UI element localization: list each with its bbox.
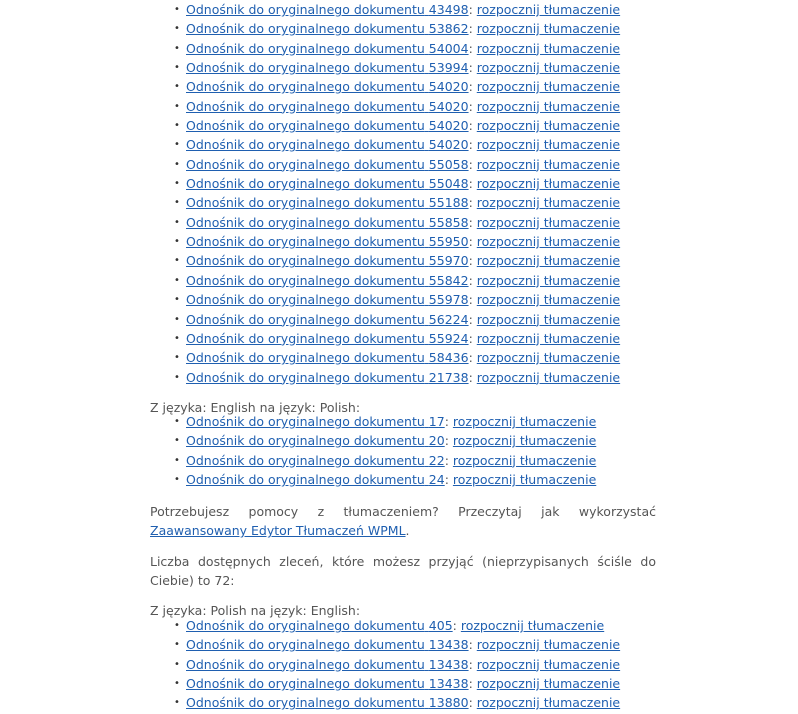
job-list-group-2 <box>150 412 596 489</box>
item-separator: : <box>468 676 473 692</box>
original-document-link[interactable] <box>186 637 469 652</box>
item-separator: : <box>468 330 473 346</box>
item-separator: : <box>468 637 473 653</box>
list-item <box>174 290 621 309</box>
document-link-prefix: Odnośnik do oryginalnego dokumentu <box>186 234 425 250</box>
bullet-icon: • <box>174 236 180 248</box>
original-document-link[interactable] <box>186 215 469 230</box>
document-link-prefix: Odnośnik do oryginalnego dokumentu <box>186 98 425 114</box>
bullet-icon: • <box>174 658 180 670</box>
start-translation-link[interactable]: rozpocznij tłumaczenie <box>476 292 621 308</box>
document-id: 55978 <box>428 292 469 308</box>
bullet-icon: • <box>174 352 180 364</box>
start-translation-link[interactable]: rozpocznij tłumaczenie <box>476 330 621 346</box>
document-link-prefix: Odnośnik do oryginalnego dokumentu <box>186 176 425 192</box>
document-link-prefix: Odnośnik do oryginalnego dokumentu <box>186 676 425 692</box>
item-separator: : <box>468 137 473 153</box>
start-translation-link[interactable]: rozpocznij tłumaczenie <box>476 176 621 192</box>
item-separator: : <box>468 21 473 37</box>
original-document-link[interactable] <box>186 472 445 487</box>
original-document-link[interactable] <box>186 137 469 152</box>
list-item <box>174 368 621 387</box>
item-separator: : <box>468 79 473 95</box>
document-link-prefix: Odnośnik do oryginalnego dokumentu <box>186 137 425 153</box>
original-document-link[interactable] <box>186 253 469 268</box>
document-id: 405 <box>428 618 453 633</box>
item-separator: : <box>468 118 473 134</box>
document-link-prefix: Odnośnik do oryginalnego dokumentu <box>186 79 425 95</box>
item-separator: : <box>468 195 473 211</box>
document-id: 54020 <box>428 118 469 134</box>
bullet-icon: • <box>174 620 180 631</box>
bullet-icon: • <box>174 4 180 15</box>
list-item <box>174 174 621 193</box>
item-separator: : <box>452 618 457 633</box>
original-document-link[interactable] <box>186 273 469 288</box>
list-item <box>174 412 597 431</box>
document-link-prefix: Odnośnik do oryginalnego dokumentu <box>186 472 425 488</box>
document-id: 55858 <box>428 214 469 230</box>
start-translation-link[interactable]: rozpocznij tłumaczenie <box>476 60 621 76</box>
original-document-link[interactable] <box>186 618 453 633</box>
help-text: Potrzebujesz pomocy z tłumaczeniem? Przeczytaj jak wykorzystać <box>150 504 656 519</box>
list-item <box>174 635 621 654</box>
list-item <box>174 97 621 116</box>
start-translation-link[interactable]: rozpocznij tłumaczenie <box>476 637 621 653</box>
document-link-prefix: Odnośnik do oryginalnego dokumentu <box>186 369 425 385</box>
bullet-icon: • <box>174 274 180 286</box>
bullet-icon: • <box>174 81 180 93</box>
bullet-icon: • <box>174 371 180 383</box>
advanced-editor-link[interactable]: Zaawansowany Edytor Tłumaczeń WPML <box>150 523 406 538</box>
document-id: 53994 <box>428 60 469 76</box>
document-id: 55842 <box>428 272 469 288</box>
original-document-link[interactable] <box>186 695 469 710</box>
item-separator: : <box>468 156 473 172</box>
bullet-icon: • <box>174 255 180 267</box>
document-id: 22 <box>428 452 445 468</box>
list-item <box>174 451 597 470</box>
list-item <box>174 329 621 348</box>
original-document-link[interactable] <box>186 312 469 327</box>
document-id: 43498 <box>428 2 469 17</box>
list-item <box>174 616 620 635</box>
document-id: 13438 <box>428 676 469 692</box>
available-jobs-count: Liczba dostępnych zleceń, które możesz przyjąć (nieprzypisanych ściśle do Ciebie) to 72: <box>150 554 656 588</box>
original-document-link[interactable] <box>186 176 469 191</box>
start-translation-link[interactable]: rozpocznij tłumaczenie <box>476 369 621 385</box>
document-id: 54020 <box>428 137 469 153</box>
help-suffix: . <box>405 523 410 538</box>
start-translation-link[interactable]: rozpocznij tłumaczenie <box>452 433 597 449</box>
document-link-prefix: Odnośnik do oryginalnego dokumentu <box>186 452 425 468</box>
document-link-prefix: Odnośnik do oryginalnego dokumentu <box>186 695 425 711</box>
original-document-link[interactable] <box>186 657 469 672</box>
item-separator: : <box>468 350 473 366</box>
bullet-icon: • <box>174 294 180 306</box>
original-document-link[interactable] <box>186 433 445 448</box>
start-translation-link[interactable]: rozpocznij tłumaczenie <box>476 195 621 211</box>
original-document-link[interactable] <box>186 234 469 249</box>
item-separator: : <box>468 253 473 269</box>
document-id: 55058 <box>428 156 469 172</box>
item-separator: : <box>444 452 449 468</box>
start-translation-link[interactable]: rozpocznij tłumaczenie <box>476 156 621 172</box>
list-item <box>174 155 621 174</box>
document-link-prefix: Odnośnik do oryginalnego dokumentu <box>186 656 425 672</box>
item-separator: : <box>444 414 449 429</box>
bullet-icon: • <box>174 139 180 151</box>
start-translation-link[interactable]: rozpocznij tłumaczenie <box>476 2 621 17</box>
document-id: 13880 <box>428 695 469 711</box>
list-item <box>174 213 621 232</box>
bullet-icon: • <box>174 416 180 427</box>
document-link-prefix: Odnośnik do oryginalnego dokumentu <box>186 618 425 633</box>
document-link-prefix: Odnośnik do oryginalnego dokumentu <box>186 311 425 327</box>
item-separator: : <box>468 695 473 711</box>
start-translation-link[interactable]: rozpocznij tłumaczenie <box>476 695 621 711</box>
document-id: 13438 <box>428 637 469 653</box>
bullet-icon: • <box>174 332 180 344</box>
item-separator: : <box>444 472 449 488</box>
original-document-link[interactable] <box>186 453 445 468</box>
bullet-icon: • <box>174 120 180 132</box>
original-document-link[interactable] <box>186 676 469 691</box>
document-id: 17 <box>428 414 445 429</box>
original-document-link[interactable] <box>186 2 469 17</box>
item-separator: : <box>468 40 473 56</box>
document-link-prefix: Odnośnik do oryginalnego dokumentu <box>186 414 425 429</box>
original-document-link[interactable] <box>186 157 469 172</box>
bullet-icon: • <box>174 639 180 651</box>
original-document-link[interactable] <box>186 195 469 210</box>
bullet-icon: • <box>174 158 180 170</box>
start-translation-link[interactable]: rozpocznij tłumaczenie <box>476 137 621 153</box>
document-id: 55188 <box>428 195 469 211</box>
document-link-prefix: Odnośnik do oryginalnego dokumentu <box>186 40 425 56</box>
item-separator: : <box>468 214 473 230</box>
list-item <box>174 19 621 38</box>
list-item <box>174 58 621 77</box>
original-document-link[interactable] <box>186 118 469 133</box>
original-document-link[interactable] <box>186 21 469 36</box>
document-id: 24 <box>428 472 445 488</box>
item-separator: : <box>468 369 473 385</box>
start-translation-link[interactable]: rozpocznij tłumaczenie <box>476 350 621 366</box>
job-list-group-3 <box>150 616 620 713</box>
list-item <box>174 116 621 135</box>
item-separator: : <box>468 60 473 76</box>
help-paragraph <box>150 502 656 540</box>
document-link-prefix: Odnośnik do oryginalnego dokumentu <box>186 433 425 449</box>
bullet-icon: • <box>174 100 180 112</box>
document-link-prefix: Odnośnik do oryginalnego dokumentu <box>186 214 425 230</box>
start-translation-link[interactable]: rozpocznij tłumaczenie <box>476 253 621 269</box>
bullet-icon: • <box>174 435 180 447</box>
document-id: 54020 <box>428 98 469 114</box>
start-translation-link[interactable]: rozpocznij tłumaczenie <box>452 452 597 468</box>
document-link-prefix: Odnośnik do oryginalnego dokumentu <box>186 21 425 37</box>
original-document-link[interactable] <box>186 41 469 56</box>
item-separator: : <box>468 176 473 192</box>
start-translation-link[interactable]: rozpocznij tłumaczenie <box>476 311 621 327</box>
list-item <box>174 232 621 251</box>
document-id: 54020 <box>428 79 469 95</box>
start-translation-link[interactable]: rozpocznij tłumaczenie <box>476 40 621 56</box>
list-item <box>174 655 621 674</box>
bullet-icon: • <box>174 678 180 690</box>
document-link-prefix: Odnośnik do oryginalnego dokumentu <box>186 330 425 346</box>
bullet-icon: • <box>174 197 180 209</box>
start-translation-link[interactable]: rozpocznij tłumaczenie <box>452 472 597 488</box>
document-id: 13438 <box>428 656 469 672</box>
list-item <box>174 0 621 19</box>
bullet-icon: • <box>174 178 180 190</box>
list-item <box>174 251 621 270</box>
job-list-group-1 <box>150 0 620 387</box>
bullet-icon: • <box>174 23 180 35</box>
document-link-prefix: Odnośnik do oryginalnego dokumentu <box>186 253 425 269</box>
original-document-link[interactable] <box>186 414 445 429</box>
list-item <box>174 271 621 290</box>
list-item <box>174 193 621 212</box>
document-id: 55048 <box>428 176 469 192</box>
original-document-link[interactable] <box>186 350 469 365</box>
list-item <box>174 39 621 58</box>
document-link-prefix: Odnośnik do oryginalnego dokumentu <box>186 272 425 288</box>
bullet-icon: • <box>174 216 180 228</box>
list-item <box>174 135 621 154</box>
start-translation-link[interactable]: rozpocznij tłumaczenie <box>476 676 621 692</box>
bullet-icon: • <box>174 474 180 486</box>
document-link-prefix: Odnośnik do oryginalnego dokumentu <box>186 60 425 76</box>
start-translation-link[interactable]: rozpocznij tłumaczenie <box>452 414 597 429</box>
start-translation-link[interactable]: rozpocznij tłumaczenie <box>476 118 621 134</box>
document-link-prefix: Odnośnik do oryginalnego dokumentu <box>186 350 425 366</box>
list-item <box>174 470 597 489</box>
original-document-link[interactable] <box>186 331 469 346</box>
bullet-icon: • <box>174 62 180 74</box>
list-item <box>174 77 621 96</box>
document-id: 21738 <box>428 369 469 385</box>
item-separator: : <box>468 311 473 327</box>
start-translation-link[interactable]: rozpocznij tłumaczenie <box>460 618 605 633</box>
list-item <box>174 693 621 712</box>
document-link-prefix: Odnośnik do oryginalnego dokumentu <box>186 195 425 211</box>
list-item <box>174 674 621 693</box>
document-link-prefix: Odnośnik do oryginalnego dokumentu <box>186 118 425 134</box>
document-id: 20 <box>428 433 445 449</box>
original-document-link[interactable] <box>186 60 469 75</box>
start-translation-link[interactable]: rozpocznij tłumaczenie <box>476 656 621 672</box>
original-document-link[interactable] <box>186 79 469 94</box>
start-translation-link[interactable]: rozpocznij tłumaczenie <box>476 79 621 95</box>
document-link-prefix: Odnośnik do oryginalnego dokumentu <box>186 156 425 172</box>
document-id: 54004 <box>428 40 469 56</box>
item-separator: : <box>468 656 473 672</box>
start-translation-link[interactable]: rozpocznij tłumaczenie <box>476 272 621 288</box>
document-link-prefix: Odnośnik do oryginalnego dokumentu <box>186 637 425 653</box>
bullet-icon: • <box>174 42 180 54</box>
document-id: 55950 <box>428 234 469 250</box>
item-separator: : <box>468 2 473 17</box>
start-translation-link[interactable]: rozpocznij tłumaczenie <box>476 234 621 250</box>
document-id: 56224 <box>428 311 469 327</box>
document-link-prefix: Odnośnik do oryginalnego dokumentu <box>186 292 425 308</box>
document-id: 55970 <box>428 253 469 269</box>
language-pair-label-en-pl: Z języka: English na język: Polish: <box>150 400 361 415</box>
document-link-prefix: Odnośnik do oryginalnego dokumentu <box>186 2 425 17</box>
item-separator: : <box>468 234 473 250</box>
document-id: 58436 <box>428 350 469 366</box>
start-translation-link[interactable]: rozpocznij tłumaczenie <box>476 214 621 230</box>
document-id: 53862 <box>428 21 469 37</box>
item-separator: : <box>468 272 473 288</box>
start-translation-link[interactable]: rozpocznij tłumaczenie <box>476 98 621 114</box>
item-separator: : <box>444 433 449 449</box>
document-id: 55924 <box>428 330 469 346</box>
original-document-link[interactable] <box>186 370 469 385</box>
bullet-icon: • <box>174 454 180 466</box>
list-item <box>174 310 621 329</box>
item-separator: : <box>468 292 473 308</box>
list-item <box>174 431 597 450</box>
original-document-link[interactable] <box>186 99 469 114</box>
original-document-link[interactable] <box>186 292 469 307</box>
bullet-icon: • <box>174 697 180 709</box>
start-translation-link[interactable]: rozpocznij tłumaczenie <box>476 21 621 37</box>
list-item <box>174 348 621 367</box>
language-pair-label-pl-en: Z języka: Polish na język: English: <box>150 603 361 618</box>
bullet-icon: • <box>174 313 180 325</box>
item-separator: : <box>468 98 473 114</box>
